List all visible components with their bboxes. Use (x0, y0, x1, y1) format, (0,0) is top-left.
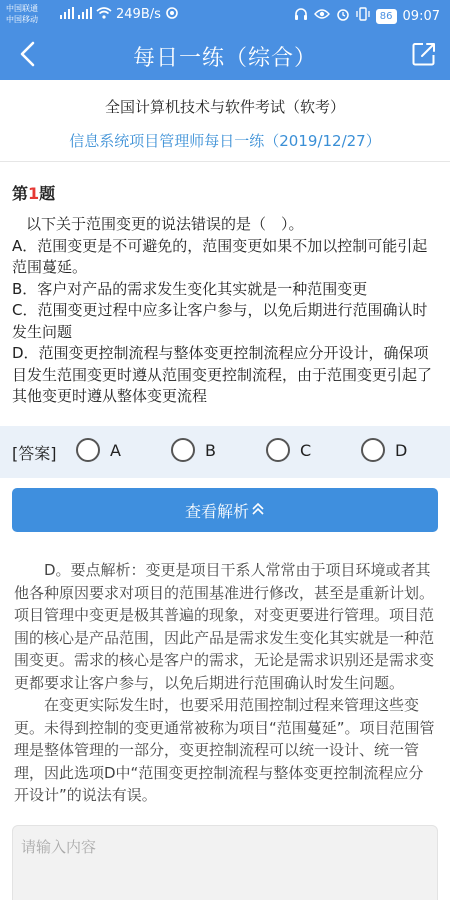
status-bar (0, 0, 450, 32)
signal-icon (60, 7, 74, 22)
network-speed: 249B/s (116, 7, 161, 22)
question-stem: 以下关于范围变更的说法错误的是（ ）。 (26, 215, 304, 233)
exam-header (0, 80, 450, 162)
answer-option-b[interactable] (171, 438, 216, 462)
comment-input[interactable] (12, 825, 438, 900)
clock-time: 09:07 (402, 8, 440, 24)
analysis-paragraph-1: D。要点解析：变更是项目干系人常常由于项目环境或者其他各种原因要求对项目的范围基准进行修改，甚至是重新计划。项目管理中变更是极其普遍的现象，对变更要进行管理。项目范围的核心是产品范围，因此产品是需求发生变化其实就是一种范围变更。需求的核心是客户的需求，无论是需求识别还是需求变更都要求让客户参与，以免后期进行范围确认时发生问题。 (14, 561, 435, 692)
alarm-icon (336, 7, 350, 25)
signal-icon-2 (78, 7, 92, 22)
answer-option-b-label: B (205, 440, 216, 460)
answer-option-d[interactable] (361, 438, 407, 462)
answer-label: [答案] (12, 444, 57, 463)
option-b-text: B．客户对产品的需求发生变化其实就是一种范围变更 (12, 279, 368, 298)
carrier-info (6, 3, 38, 25)
double-chevron-up-icon (251, 501, 265, 520)
sync-icon (165, 6, 179, 23)
radio-c[interactable] (266, 438, 290, 462)
eye-icon (314, 8, 330, 24)
answer-bar (0, 426, 450, 478)
nav-bar (0, 32, 450, 80)
share-icon (411, 41, 437, 71)
answer-option-c-label: C (300, 440, 312, 460)
radio-d[interactable] (361, 438, 385, 462)
radio-a[interactable] (76, 438, 100, 462)
option-c-text: C．范围变更过程中应多让客户参与，以免后期进行范围确认时发生问题 (12, 301, 428, 341)
status-left-icons (60, 6, 179, 23)
answer-option-d-label: D (395, 440, 408, 460)
question-number (12, 181, 55, 204)
share-button[interactable] (408, 40, 440, 72)
page-title: 每日一练（综合） (132, 46, 317, 71)
headphones-icon (294, 7, 308, 25)
answer-option-a-label: A (110, 440, 121, 460)
question-number-value: 1 (28, 184, 40, 203)
question-label-suffix: 题 (39, 184, 56, 203)
option-a-text: A．范围变更是不可避免的，范围变更如果不加以控制可能引起范围蔓延。 (12, 236, 428, 276)
radio-b[interactable] (171, 438, 195, 462)
analysis-paragraph-2: 在变更实际发生时，也要采用范围控制过程来管理这些变更。未得到控制的变更通常被称为项目“范围蔓延”。项目范围管理是整体管理的一部分，变更控制流程可以统一设计、统一管理，因此选项D中“范围变更控制流程与整体变更控制流程应分开设计”的说法有误。 (14, 696, 435, 804)
question-body (12, 214, 442, 408)
wifi-icon (96, 7, 112, 22)
option-d-text: D．范围变更控制流程与整体变更控制流程应分开设计，确保项目发生范围变更时遵从范围变更控制流程，由于范围变更引起了其他变更时遵从整体变更流程 (12, 344, 433, 405)
battery-indicator: 86 (376, 9, 397, 24)
vibrate-icon (356, 7, 370, 25)
status-right-icons (294, 7, 440, 25)
answer-option-c[interactable] (266, 438, 311, 462)
answer-option-a[interactable] (76, 438, 121, 462)
view-analysis-button[interactable] (12, 488, 438, 532)
exam-name: 全国计算机技术与软件考试（软考） (104, 98, 345, 116)
question-label-prefix: 第 (12, 184, 29, 203)
carrier-2: 中国移动 (6, 15, 38, 24)
carrier-1: 中国联通 (6, 4, 38, 13)
analysis-text (14, 559, 438, 807)
view-analysis-label: 查看解析 (184, 501, 249, 521)
exam-subtitle: 信息系统项目管理师每日一练（2019/12/27） (69, 132, 381, 150)
